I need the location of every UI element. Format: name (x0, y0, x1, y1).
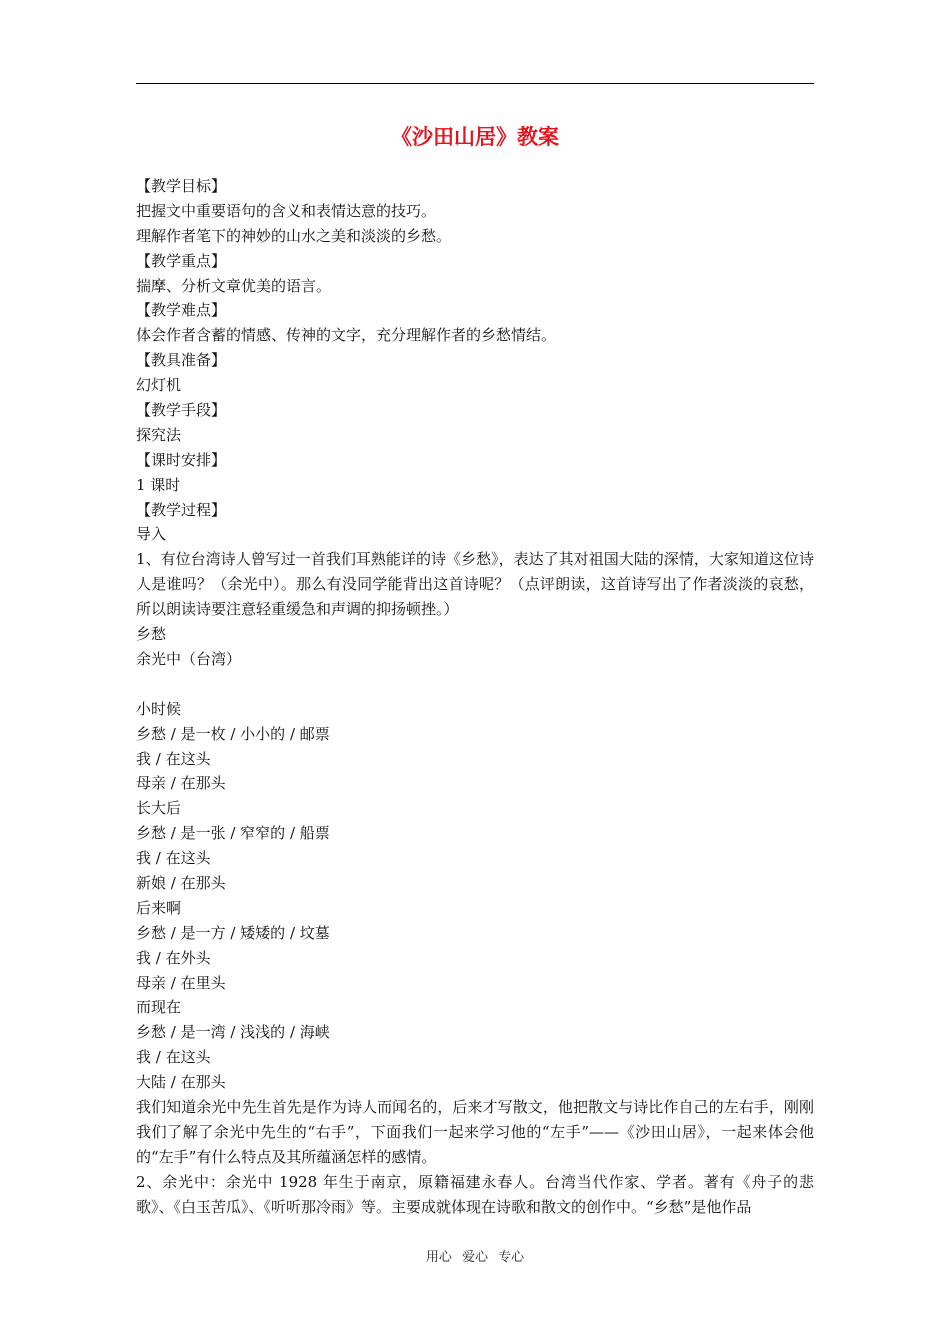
section-heading-key-points: 【教学重点】 (136, 251, 227, 270)
document-body (136, 174, 814, 1220)
document-title: 《沙田山居》教案 (391, 125, 559, 149)
poem-line: 我 / 在外头 (136, 948, 211, 967)
poem-line: 我 / 在这头 (136, 849, 211, 868)
section-heading-schedule: 【课时安排】 (136, 450, 227, 469)
body-line: 探究法 (136, 425, 182, 444)
poem-line: 乡愁 / 是一方 / 矮矮的 / 坟墓 (136, 923, 330, 942)
section-heading-process: 【教学过程】 (136, 500, 227, 519)
poem-line: 大陆 / 在那头 (136, 1073, 226, 1092)
poem-author: 余光中（台湾） (136, 649, 242, 668)
body-line: 把握文中重要语句的含义和表情达意的技巧。 (136, 201, 437, 220)
body-line: 体会作者含蓄的情感、传神的文字，充分理解作者的乡愁情结。 (136, 326, 557, 345)
poem-title: 乡愁 (136, 625, 167, 644)
paragraph-intro: 1、有位台湾诗人曾写过一首我们耳熟能详的诗《乡愁》，表达了其对祖国大陆的深情，大家知道这位诗人是谁吗？（余光中）。那么有没同学能背出这首诗呢？（点评朗读，这首诗写出了作者淡淡的哀愁，所以朗读诗要注意轻重缓急和声调的抑扬顿挫。） (136, 550, 814, 619)
poem-line: 乡愁 / 是一湾 / 浅浅的 / 海峡 (136, 1023, 330, 1042)
poem-line: 而现在 (136, 998, 182, 1017)
body-line: 幻灯机 (136, 376, 182, 395)
section-heading-objectives: 【教学目标】 (136, 177, 227, 195)
body-line: 理解作者笔下的神妙的山水之美和淡淡的乡愁。 (136, 226, 452, 245)
poem-line: 母亲 / 在那头 (136, 774, 226, 793)
poem-line: 乡愁 / 是一张 / 窄窄的 / 船票 (136, 824, 330, 843)
paragraph-author-bio: 2、余光中：余光中 1928 年生于南京，原籍福建永春人。台湾当代作家、学者。著有《舟子的悲歌》、《白玉苦瓜》、《听听那冷雨》等。主要成就体现在诗歌和散文的创作中。“乡愁”是他作品 (136, 1172, 814, 1216)
header-rule (136, 83, 814, 84)
poem-line: 新娘 / 在那头 (136, 873, 226, 892)
body-line: 揣摩、分析文章优美的语言。 (136, 276, 332, 295)
section-heading-methods: 【教学手段】 (136, 401, 227, 420)
paragraph-transition: 我们知道余光中先生首先是作为诗人而闻名的，后来才写散文，他把散文与诗比作自己的左右手，刚刚我们了解了余光中先生的“右手”，下面我们一起来学习他的“左手”——《沙田山居》，一起来体会他的“左手”有什么特点及其所蕴涵怎样的感情。 (136, 1098, 814, 1166)
section-heading-materials: 【教具准备】 (136, 351, 227, 370)
poem-line: 我 / 在这头 (136, 1048, 211, 1067)
poem-line: 长大后 (136, 799, 182, 818)
poem-line: 后来啊 (136, 898, 182, 917)
poem-blank-line (136, 672, 814, 697)
section-heading-difficulties: 【教学难点】 (136, 301, 227, 320)
page-footer: 用心 爱心 专心 (425, 1250, 525, 1265)
poem-line: 小时候 (136, 699, 182, 718)
body-line: 1 课时 (136, 475, 181, 494)
poem-line: 乡愁 / 是一枚 / 小小的 / 邮票 (136, 724, 330, 743)
body-line: 导入 (136, 525, 167, 544)
poem-line: 母亲 / 在里头 (136, 973, 226, 992)
poem-line: 我 / 在这头 (136, 749, 211, 768)
